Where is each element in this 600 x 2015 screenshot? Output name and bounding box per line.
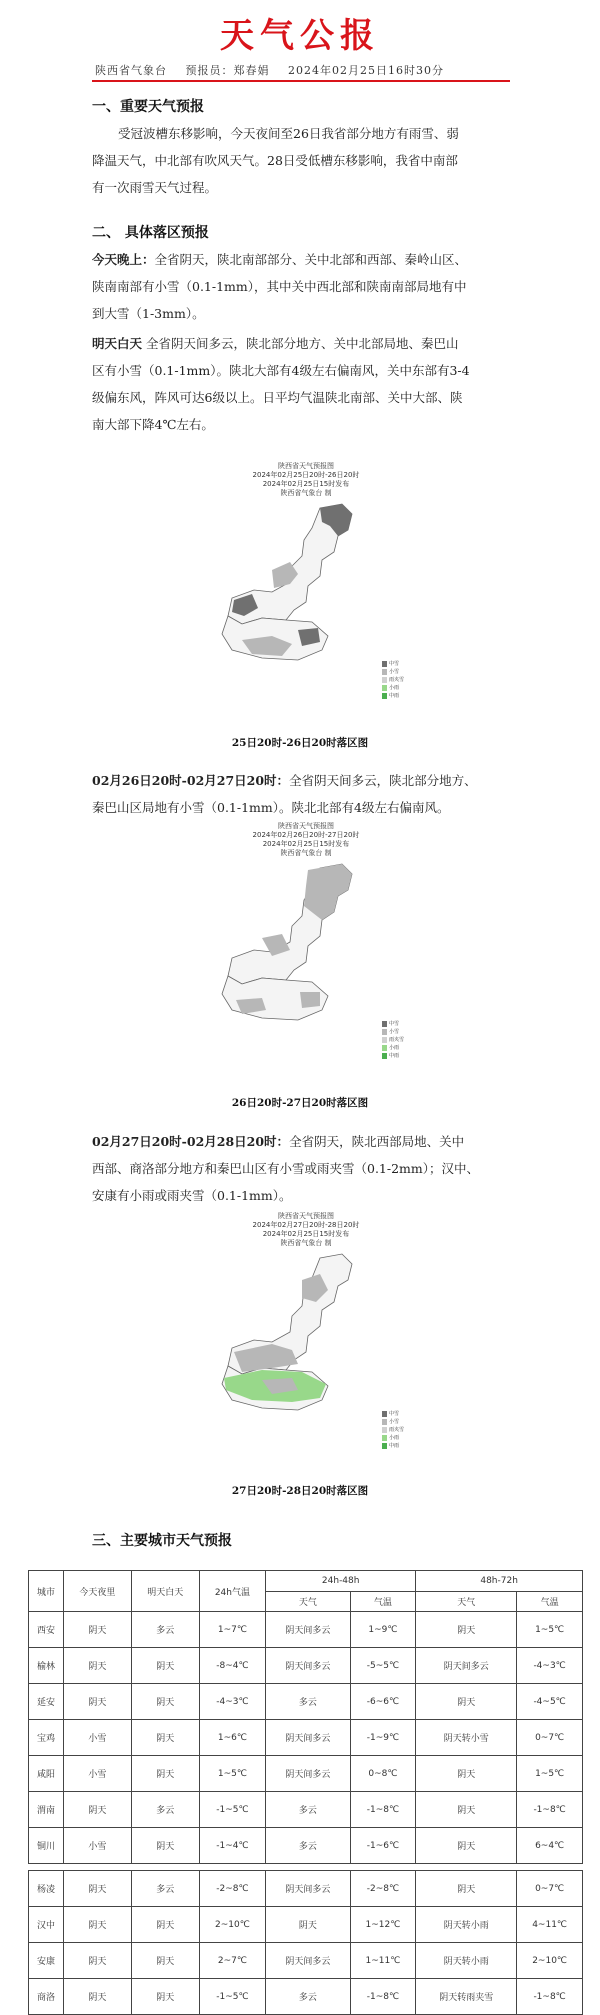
paragraph-line: 安康有小雨或雨夹雪（0.1-1mm）。 xyxy=(92,1188,292,1203)
table-cell: 阴天 xyxy=(416,1756,517,1792)
city-name-cell: 咸阳 xyxy=(29,1756,64,1792)
table-row xyxy=(29,1907,583,1943)
city-name-cell: 西安 xyxy=(29,1612,64,1648)
table-cell: -5~5℃ xyxy=(350,1648,416,1684)
table-cell: -2~8℃ xyxy=(350,1871,416,1907)
table-cell: 阴天 xyxy=(131,1684,199,1720)
table-cell: 6~4℃ xyxy=(517,1828,583,1864)
table-cell: 2~7℃ xyxy=(199,1943,265,1979)
map-legend-3 xyxy=(382,1410,404,1450)
table-cell: -1~5℃ xyxy=(199,1792,265,1828)
table-cell: 阴天间多云 xyxy=(266,1612,350,1648)
table-row-separator xyxy=(29,1864,583,1871)
legend-label: 小雨 xyxy=(389,1435,400,1441)
table-cell: 阴天间多云 xyxy=(266,1648,350,1684)
legend-label: 中雨 xyxy=(389,693,400,699)
table-cell: 阴天转小雪 xyxy=(416,1720,517,1756)
table-cell: 多云 xyxy=(266,1828,350,1864)
map-header-line: 2024年02月25日15时发布 xyxy=(262,1230,350,1238)
legend-label: 中雨 xyxy=(389,1443,400,1449)
paragraph-line: 受冠波槽东移影响，今天夜间至26日我省部分地方有雨雪、弱 xyxy=(118,126,459,141)
map-header-line: 陕西省天气预报图 xyxy=(278,1212,334,1220)
table-cell: 阴天 xyxy=(63,1871,131,1907)
paragraph-line: 区有小雪（0.1-1mm）。陕北大部有4级左右偏南风，关中东部有3-4 xyxy=(92,363,470,378)
table-cell: 阴天间多云 xyxy=(266,1943,350,1979)
table-cell: 阴天 xyxy=(63,1792,131,1828)
legend-label: 中雪 xyxy=(389,661,400,667)
table-cell: 1~12℃ xyxy=(350,1907,416,1943)
table-cell: 阴天 xyxy=(416,1684,517,1720)
table-cell: 1~5℃ xyxy=(199,1756,265,1792)
city-name-cell: 商洛 xyxy=(29,1979,64,2015)
map-header-line: 2024年02月25日15时发布 xyxy=(262,480,350,488)
table-cell: 1~9℃ xyxy=(350,1612,416,1648)
table-cell: 阴天 xyxy=(63,1979,131,2015)
table-cell: 2~10℃ xyxy=(517,1943,583,1979)
table-cell: 1~5℃ xyxy=(517,1756,583,1792)
city-name-cell: 宝鸡 xyxy=(29,1720,64,1756)
paragraph-line: 有一次雨雪天气过程。 xyxy=(92,180,218,195)
map-header-line: 陕西省天气预报图 xyxy=(278,822,334,830)
col-header-24h-temp: 24h气温 xyxy=(199,1571,265,1612)
paragraph-line: 级偏东风，阵风可达6级以上。日平均气温陕北南部、关中大部、陕 xyxy=(92,390,463,405)
map-caption-1: 25日20时-26日20时落区图 xyxy=(231,737,369,749)
city-name-cell: 杨凌 xyxy=(29,1871,64,1907)
legend-label: 中雨 xyxy=(389,1053,400,1059)
map-header-line: 2024年02月25日20时-26日20时 xyxy=(252,471,360,479)
table-row xyxy=(29,1612,583,1648)
table-cell: -4~3℃ xyxy=(517,1648,583,1684)
legend-label: 小雨 xyxy=(389,1045,400,1051)
forecast-map-3 xyxy=(202,1212,410,1420)
table-header-row xyxy=(29,1571,583,1592)
period3-forecast xyxy=(92,1128,522,1209)
table-row xyxy=(29,1648,583,1684)
legend-label: 中雪 xyxy=(389,1411,400,1417)
section-heading-cities: 三、主要城市天气预报 xyxy=(92,1533,232,1549)
tomorrow-forecast xyxy=(92,330,522,438)
table-cell: 0~7℃ xyxy=(517,1720,583,1756)
paragraph-line: 陕南南部有小雪（0.1-1mm），其中关中西北部和陕南南部局地有中 xyxy=(92,279,467,294)
table-cell: -1~6℃ xyxy=(350,1828,416,1864)
table-cell: 2~10℃ xyxy=(199,1907,265,1943)
subheader-temp: 气温 xyxy=(517,1591,583,1612)
table-cell: -4~3℃ xyxy=(199,1684,265,1720)
city-name-cell: 铜川 xyxy=(29,1828,64,1864)
table-row xyxy=(29,1828,583,1864)
legend-label: 雨夹雪 xyxy=(389,677,405,683)
table-cell: 0~8℃ xyxy=(350,1756,416,1792)
table-cell: 阴天间多云 xyxy=(416,1648,517,1684)
table-cell: 阴天 xyxy=(63,1648,131,1684)
map-header xyxy=(202,822,410,858)
city-name-cell: 渭南 xyxy=(29,1792,64,1828)
agency-name: 陕西省气象台 xyxy=(95,64,167,77)
legend-label: 雨夹雪 xyxy=(389,1037,405,1043)
col-header-48-72h: 48h-72h xyxy=(416,1571,583,1592)
table-cell: 多云 xyxy=(131,1792,199,1828)
table-cell: 阴天 xyxy=(63,1612,131,1648)
table-cell: 阴天转雨夹雪 xyxy=(416,1979,517,2015)
legend-label: 小雪 xyxy=(389,1029,400,1035)
legend-label: 小雨 xyxy=(389,685,400,691)
document-title: 天气公报 xyxy=(220,16,380,56)
paragraph-line: 全省阴天，陕北西部局地、关中 xyxy=(289,1134,465,1149)
col-header-tomorrow: 明天白天 xyxy=(131,1571,199,1612)
table-row xyxy=(29,1943,583,1979)
table-cell: -1~8℃ xyxy=(350,1979,416,2015)
table-row xyxy=(29,1684,583,1720)
paragraph-line: 全省阴天，陕北南部部分、关中北部和西部、秦岭山区、 xyxy=(154,252,468,267)
paragraph-line: 降温天气，中北部有吹风天气。28日受低槽东移影响，我省中南部 xyxy=(92,153,458,168)
table-cell: 1~6℃ xyxy=(199,1720,265,1756)
table-cell: 阴天 xyxy=(131,1943,199,1979)
paragraph-line: 西部、商洛部分地方和秦巴山区有小雪或雨夹雪（0.1-2mm）；汉中、 xyxy=(92,1161,480,1176)
period2-forecast xyxy=(92,767,522,821)
table-cell: -1~8℃ xyxy=(517,1792,583,1828)
tonight-label: 今天晚上： xyxy=(92,252,155,267)
map-legend-1 xyxy=(382,660,404,700)
table-cell: 阴天转小雨 xyxy=(416,1907,517,1943)
header-divider xyxy=(92,80,510,82)
legend-label: 小雪 xyxy=(389,669,400,675)
col-header-24-48h: 24h-48h xyxy=(266,1571,416,1592)
table-cell: 阴天 xyxy=(416,1792,517,1828)
table-cell: 小雪 xyxy=(63,1720,131,1756)
section-heading-important: 一、重要天气预报 xyxy=(92,99,204,115)
tomorrow-label: 明天白天 xyxy=(92,336,143,351)
map-header-line: 2024年02月25日15时发布 xyxy=(262,840,350,848)
map-header-line: 陕西省气象台 制 xyxy=(280,489,332,497)
table-cell: 阴天 xyxy=(131,1648,199,1684)
subheader-weather: 天气 xyxy=(416,1591,517,1612)
table-cell: 阴天 xyxy=(131,1979,199,2015)
table-cell: 小雪 xyxy=(63,1756,131,1792)
legend-label: 中雪 xyxy=(389,1021,400,1027)
table-cell: 阴天 xyxy=(131,1756,199,1792)
map-legend-2 xyxy=(382,1020,404,1060)
shaanxi-province-map xyxy=(202,1250,410,1420)
table-cell: 阴天转小雨 xyxy=(416,1943,517,1979)
table-cell: 阴天 xyxy=(266,1907,350,1943)
table-cell: 1~11℃ xyxy=(350,1943,416,1979)
byline xyxy=(95,62,458,78)
table-cell: 阴天 xyxy=(131,1720,199,1756)
table-cell: -1~5℃ xyxy=(199,1979,265,2015)
table-cell: 多云 xyxy=(266,1792,350,1828)
table-cell: -1~9℃ xyxy=(350,1720,416,1756)
issue-datetime: 2024年02月25日16时30分 xyxy=(288,64,444,77)
table-cell: 阴天 xyxy=(416,1612,517,1648)
forecast-map-1 xyxy=(202,462,410,670)
table-cell: -1~8℃ xyxy=(517,1979,583,2015)
table-body xyxy=(29,1612,583,2015)
city-forecast-table xyxy=(28,1570,583,2015)
map-header-line: 陕西省气象台 制 xyxy=(280,849,332,857)
map-header-line: 陕西省气象台 制 xyxy=(280,1239,332,1247)
table-cell: 多云 xyxy=(266,1684,350,1720)
col-header-tonight: 今天夜里 xyxy=(63,1571,131,1612)
subheader-weather: 天气 xyxy=(266,1591,350,1612)
table-cell: 0~7℃ xyxy=(517,1871,583,1907)
table-cell: -1~4℃ xyxy=(199,1828,265,1864)
table-cell: 阴天 xyxy=(416,1828,517,1864)
map-header-line: 陕西省天气预报图 xyxy=(278,462,334,470)
city-name-cell: 汉中 xyxy=(29,1907,64,1943)
map-header-line: 2024年02月27日20时-28日20时 xyxy=(252,1221,360,1229)
table-cell: -2~8℃ xyxy=(199,1871,265,1907)
paragraph-line: 全省阴天间多云，陕北部分地方、 xyxy=(289,773,477,788)
table-row xyxy=(29,1720,583,1756)
paragraph-line: 全省阴天间多云，陕北部分地方、关中北部局地、秦巴山 xyxy=(146,336,459,351)
paragraph-line: 秦巴山区局地有小雪（0.1-1mm）。陕北北部有4级左右偏南风。 xyxy=(92,800,450,815)
table-cell: 阴天间多云 xyxy=(266,1720,350,1756)
paragraph-line: 到大雪（1-3mm）。 xyxy=(92,306,205,321)
legend-label: 雨夹雪 xyxy=(389,1427,405,1433)
forecaster-name: 预报员：郑春娟 xyxy=(185,64,270,77)
map-caption-2: 26日20时-27日20时落区图 xyxy=(231,1097,369,1109)
table-cell: 阴天 xyxy=(131,1907,199,1943)
table-row xyxy=(29,1979,583,2015)
table-cell: -8~4℃ xyxy=(199,1648,265,1684)
forecast-map-2 xyxy=(202,822,410,1030)
table-cell: 阴天间多云 xyxy=(266,1871,350,1907)
city-name-cell: 榆林 xyxy=(29,1648,64,1684)
map-header-line: 2024年02月26日20时-27日20时 xyxy=(252,831,360,839)
table-cell: 阴天 xyxy=(63,1684,131,1720)
table-cell: 阴天间多云 xyxy=(266,1756,350,1792)
table-cell: -6~6℃ xyxy=(350,1684,416,1720)
table-cell: 小雪 xyxy=(63,1828,131,1864)
table-cell: 阴天 xyxy=(416,1871,517,1907)
paragraph-line: 南大部下降4℃左右。 xyxy=(92,417,214,432)
map-caption-3: 27日20时-28日20时落区图 xyxy=(231,1485,369,1497)
table-cell: -1~8℃ xyxy=(350,1792,416,1828)
map-header xyxy=(202,1212,410,1248)
table-cell: 1~5℃ xyxy=(517,1612,583,1648)
table-row xyxy=(29,1756,583,1792)
col-header-city: 城市 xyxy=(29,1571,64,1612)
legend-label: 小雪 xyxy=(389,1419,400,1425)
map-header xyxy=(202,462,410,498)
snow-area-southeast xyxy=(300,992,320,1008)
table-row xyxy=(29,1871,583,1907)
section-heading-areas: 二、 具体落区预报 xyxy=(92,225,209,241)
shaanxi-province-map xyxy=(202,500,410,670)
subheader-temp: 气温 xyxy=(350,1591,416,1612)
table-row xyxy=(29,1792,583,1828)
table-cell: 1~7℃ xyxy=(199,1612,265,1648)
table-cell: 阴天 xyxy=(131,1828,199,1864)
table-cell: 阴天 xyxy=(63,1943,131,1979)
table-cell: 多云 xyxy=(131,1871,199,1907)
tonight-forecast xyxy=(92,246,522,327)
shaanxi-province-map xyxy=(202,860,410,1030)
table-cell: 多云 xyxy=(131,1612,199,1648)
city-name-cell: 延安 xyxy=(29,1684,64,1720)
table-cell: -4~5℃ xyxy=(517,1684,583,1720)
table-cell: 阴天 xyxy=(63,1907,131,1943)
important-forecast-paragraph xyxy=(92,120,522,201)
period3-label: 02月27日20时-02月28日20时： xyxy=(92,1134,290,1149)
table-cell: 4~11℃ xyxy=(517,1907,583,1943)
table-cell: 多云 xyxy=(266,1979,350,2015)
separator-cell xyxy=(29,1864,583,1871)
period2-label: 02月26日20时-02月27日20时： xyxy=(92,773,290,788)
city-name-cell: 安康 xyxy=(29,1943,64,1979)
